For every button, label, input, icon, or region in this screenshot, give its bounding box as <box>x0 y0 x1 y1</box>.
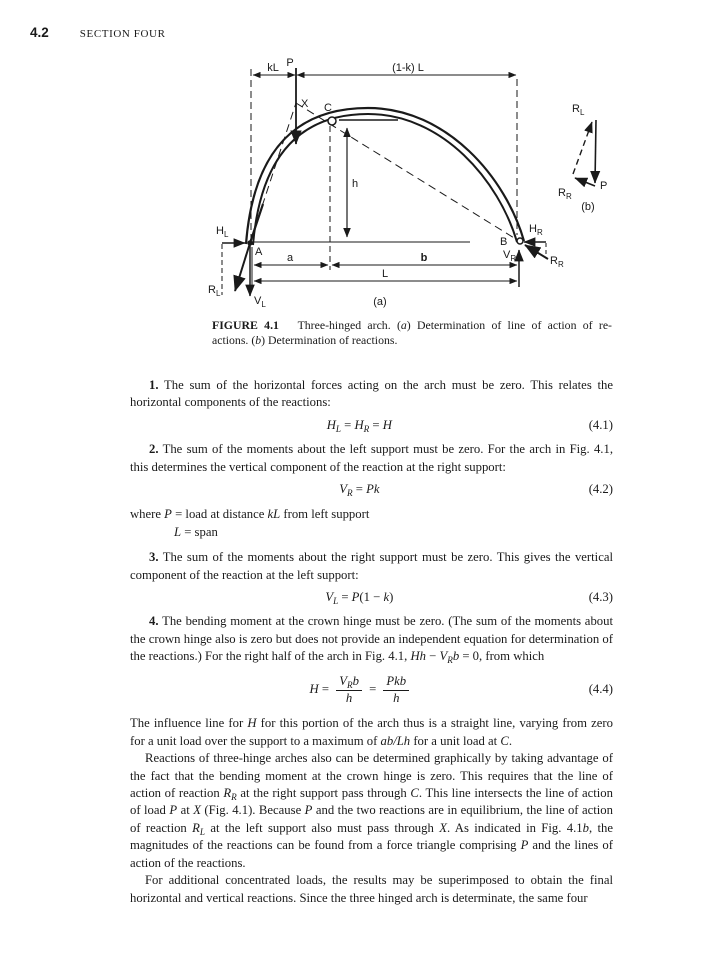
tri-p-vector <box>595 120 596 183</box>
fraction: $\frac{\text{Pkb}}{h}$ <box>383 674 409 707</box>
where-definitions <box>130 506 613 541</box>
label-rr: $R_R$ <box>550 255 564 269</box>
paragraph-7: For additional concentrated loads, the results may be superimposed to obtain the final horizontal and vertical reactions. Since the three hinged arch is determinate, the same four <box>130 873 613 905</box>
caption-line-1: FIGURE 4.1 Three-hinged arch. (a) Determination of line of action of re- <box>212 318 612 332</box>
equation-4-2 <box>130 481 613 498</box>
dim-label-l: L <box>381 268 389 280</box>
body-text <box>130 377 613 907</box>
equation-body: $H_L = H_R = H$ <box>326 417 392 434</box>
page-number: 4.2 <box>30 25 49 40</box>
tri-rl-vector <box>573 122 592 174</box>
label-rl: $R_L$ <box>208 284 221 298</box>
label-x: X <box>301 98 309 110</box>
hinge-b <box>517 238 523 244</box>
section-header: SECTION FOUR <box>79 28 166 40</box>
label-part-b: (b) <box>581 201 595 213</box>
figure-4-1-diagram <box>0 58 728 320</box>
equation-body: $V_L = P(1 - k)$ <box>325 590 394 607</box>
equation-number: (4.1) <box>588 417 613 432</box>
h-dimension <box>250 128 470 242</box>
label-c: C <box>324 102 332 114</box>
label-tri-rr: $R_R$ <box>558 187 572 201</box>
equation-4-3 <box>130 589 613 606</box>
label-h: h <box>352 178 359 190</box>
label-vl: $V_L$ <box>254 295 266 309</box>
equation-number: (4.3) <box>588 590 613 605</box>
figure-caption <box>212 318 612 347</box>
label-vr: $V_R$ <box>503 249 517 263</box>
label-hr: $H_R$ <box>529 223 543 237</box>
paragraph-3: 3. The sum of the moments about the right support must be zero. This gives the vertical component of the reaction at the left support: <box>130 550 613 582</box>
label-tri-p: P <box>600 180 608 192</box>
dim-label-1-k-l: (1-k) L <box>392 62 424 74</box>
dim-label-b: b <box>420 252 428 264</box>
dim-label-kl: kL <box>267 62 279 74</box>
force-triangle <box>558 103 607 213</box>
label-a: A <box>255 246 263 258</box>
equation-number: (4.2) <box>588 482 613 497</box>
rl-vector <box>235 243 250 291</box>
paragraph-1: 1. The sum of the horizontal forces acting on the arch must be zero. This relates the horizontal components of the reactions: <box>130 378 613 410</box>
dim-label-a: a <box>286 252 294 264</box>
where-line-1: where P = load at distance kL from left support <box>130 507 370 522</box>
tri-rr-vector <box>575 178 595 186</box>
paragraph-2: 2. The sum of the moments about the left support must be zero. For the arch in Fig. 4.1, this determines the vertical component of the reaction at the right support: <box>130 442 613 474</box>
caption-line-2: actions. (b) Determination of reactions. <box>212 332 398 347</box>
rr-vector <box>525 245 548 259</box>
equation-number: (4.4) <box>588 682 613 697</box>
left-leg <box>250 204 263 243</box>
equation-body: H = $\frac{V_Rb}{h}$ = $\frac{\text{Pkb}}{h}$ <box>308 682 412 696</box>
equation-4-1 <box>130 417 613 434</box>
running-head <box>30 24 630 42</box>
equation-body: $V_R = Pk$ <box>339 482 380 499</box>
where-line-2: L = span <box>174 524 218 539</box>
left-support <box>208 225 266 309</box>
right-support <box>500 223 564 287</box>
label-b: B <box>500 236 508 248</box>
paragraph-4: 4. The bending moment at the crown hinge must be zero. (The sum of the moments about the crown hinge also is zero but does not provide an independent equation for determination of the reactions.) For the right half of the arch in Fig. 4.1, $Hh - V_Rb = 0$, from which <box>130 614 613 666</box>
label-part-a: (a) <box>373 296 387 308</box>
label-hl: $H_L$ <box>216 225 229 239</box>
label-p: P <box>286 58 294 69</box>
label-tri-rl: $R_L$ <box>572 103 585 117</box>
equation-4-4 <box>130 674 613 707</box>
fraction: $\frac{V_Rb}{h}$ <box>336 674 362 707</box>
paragraph-6: Reactions of three-hinge arches also can be determined graphically by taking advantage of the fact that the bending moment at the crown hinge is zero. This requires that the line of action of reaction $R_R$ at the right support pass through C. This line intersects the line of action of load P at X (Fig. 4.1). Because P and the two reactions are in equilibrium, the line of action of reaction $R_L$ at the left support also must pass through X. As indicated in Fig. 4.1b, the magnitudes of the reactions can be found from a force triangle comprising P and the lines of action of the reactions. <box>130 751 613 870</box>
hinge-a <box>247 240 252 245</box>
bottom-dimensions <box>252 247 517 308</box>
paragraph-5: The influence line for H for this portion of the arch thus is a straight line, varying from zero for a unit load over the support to a maximum of ab/Lh for a unit load at C. <box>130 716 613 748</box>
